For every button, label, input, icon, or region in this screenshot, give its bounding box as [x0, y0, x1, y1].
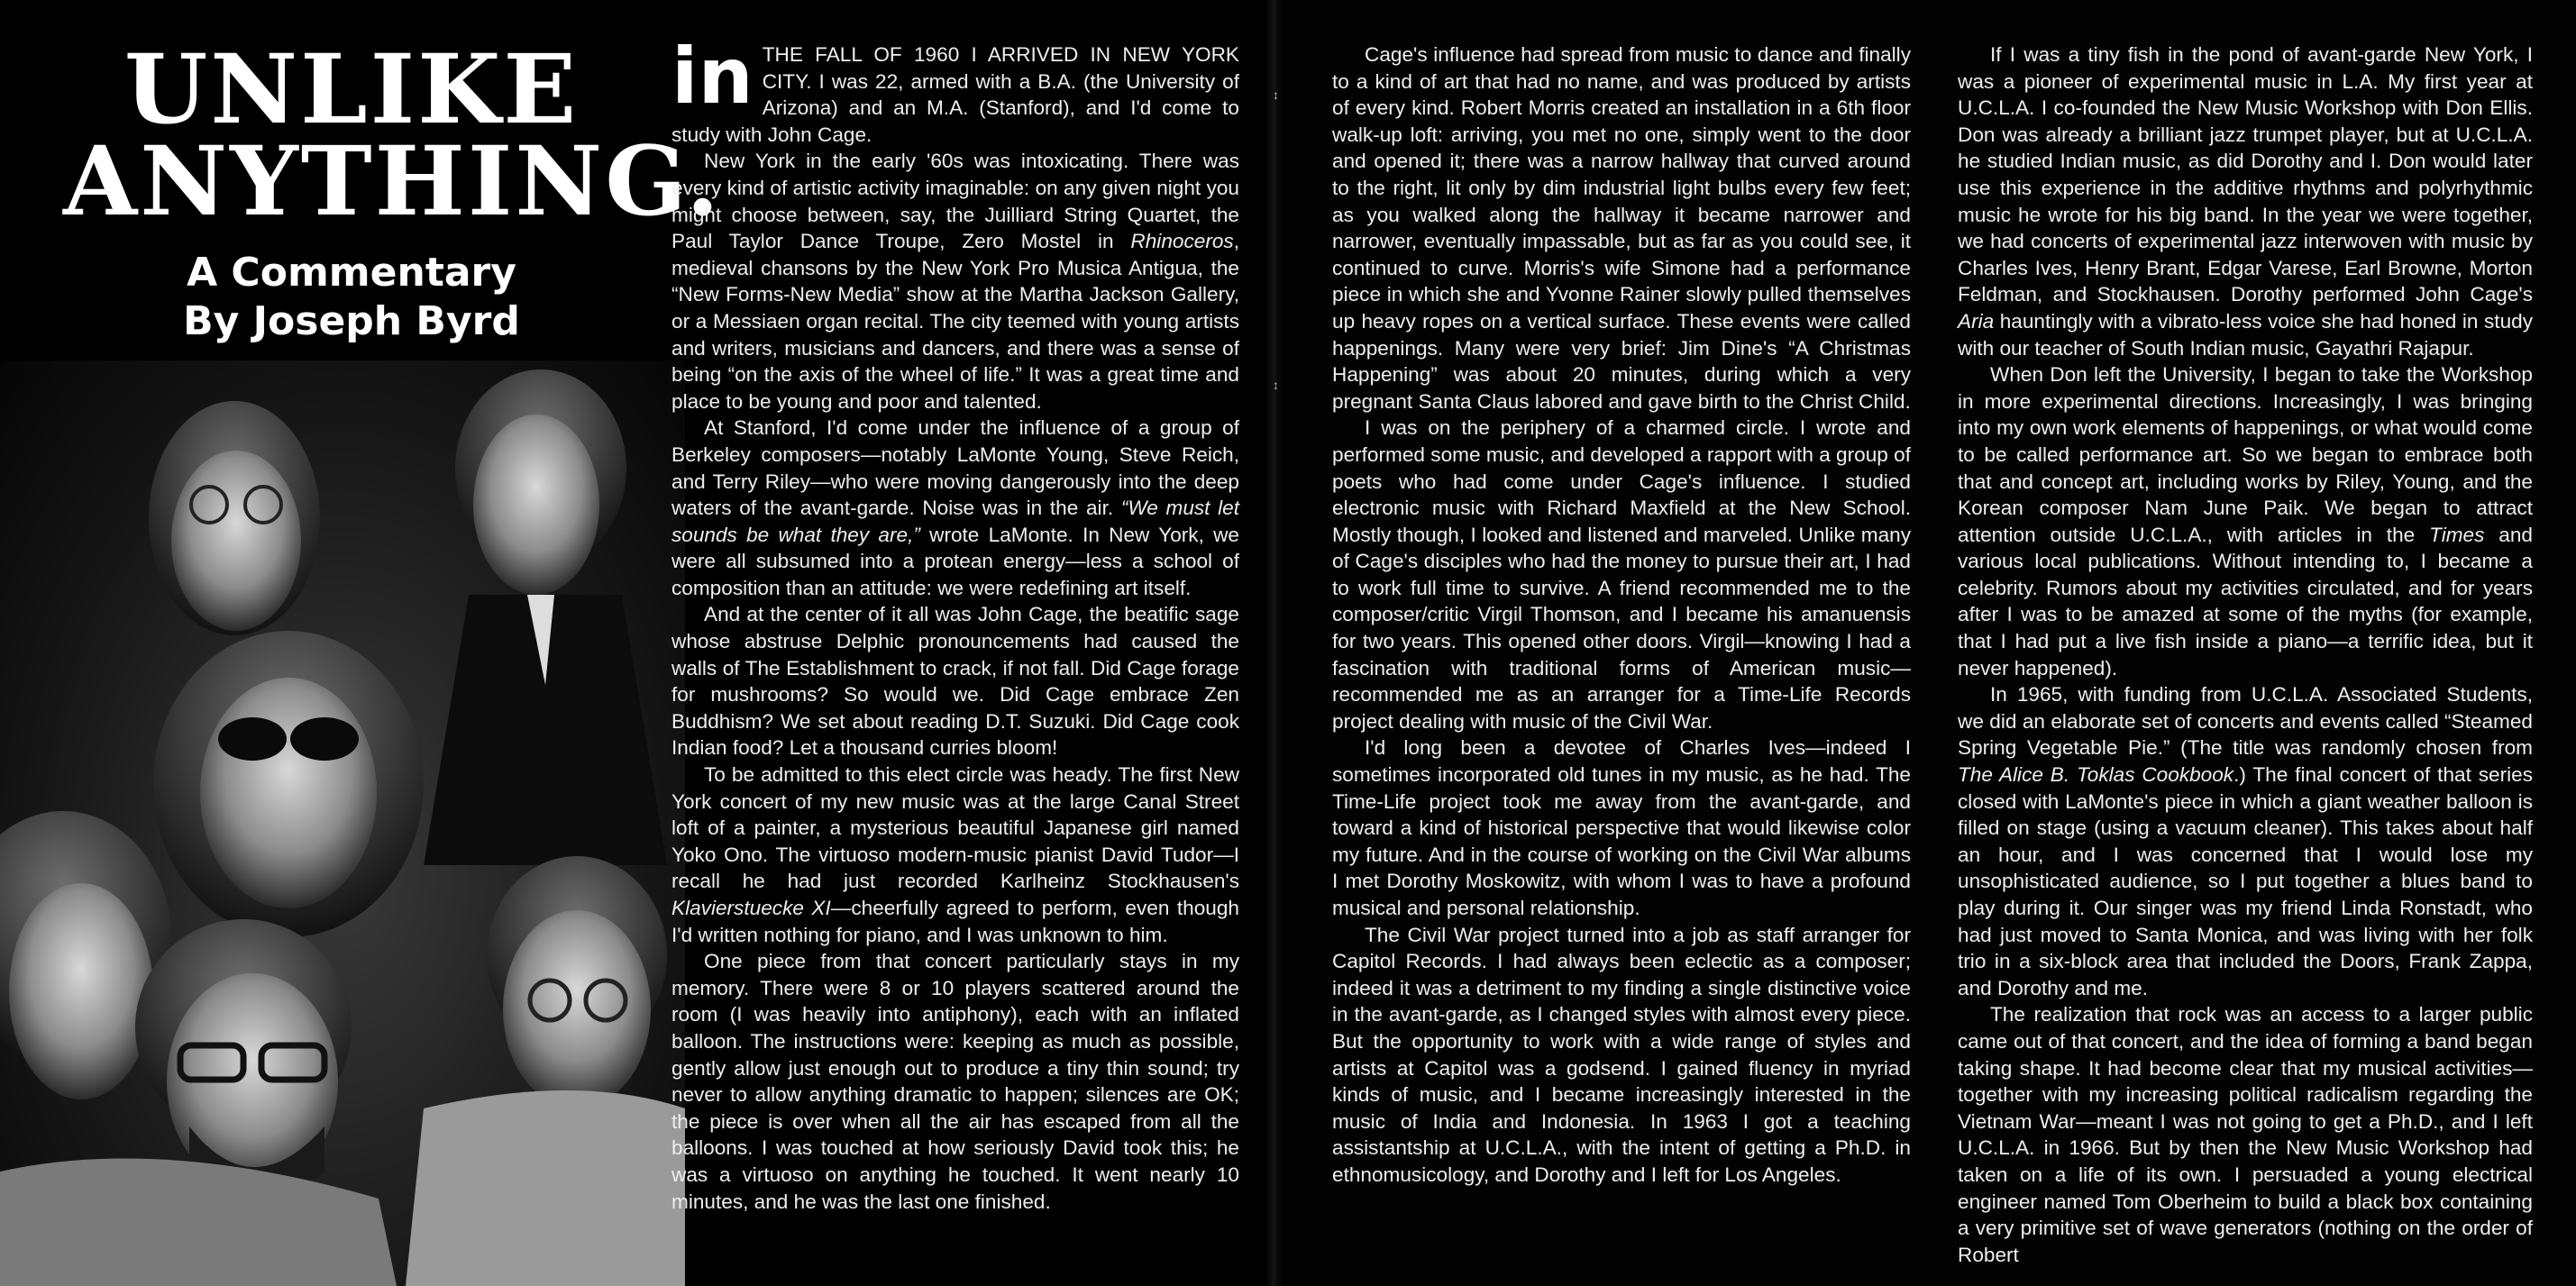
text-column-2	[1332, 41, 1911, 1189]
paragraph: One piece from that concert particularly stays in my memory. There were 8 or 10 players scattered around the room (I was heavily into antiphony), each with an inflated balloon. The instructions were: keeping as much as possible, gently allow just enough out to produce a tiny thin sound; try never to allow anything dramatic to happen; silences are OK; the piece is over when all the air has escaped from all the balloons. I was touched at how seriously David took this; he was a virtuoso on anything he touched. It went nearly 10 minutes, and he was the last one finished.	[671, 950, 1239, 1213]
italic-text: Rhinoceros	[1130, 230, 1234, 253]
drop-cap: in	[671, 32, 754, 122]
headline-line-1: UNLIKE	[123, 32, 580, 145]
italic-text: “We must let sounds be what they are,”	[671, 497, 1239, 546]
paragraph: The realization that rock was an access to a larger public came out of that concert, and the idea of forming a band began taking shape. It had become clear that my musical activities—together with my increasing political radicalism regarding the Vietnam War—meant I was not going to get a Ph.D., and I left U.C.L.A. in 1966. But by then the New Music Workshop had taken on a life of its own. I persuaded a young electrical engineer named Tom Oberheim to build a black box containing a very primitive set of wave generators (nothing on the order of Robert	[1958, 1003, 2533, 1266]
paragraph	[671, 762, 1239, 948]
paragraph-text: —cheerfully agreed to perform, even though I'd written nothing for piano, and I was unknown to him.	[671, 897, 1239, 946]
paragraph: The Civil War project turned into a job as staff arranger for Capitol Records. I had always been eclectic as a composer; indeed it was a detriment to my finding a single distinctive voice in the avant-garde, as I changed styles with almost every piece. But the opportunity to work with a wide range of styles and artists at Capitol was a godsend. I gained fluency in myriad kinds of music, and I became increasingly interested in the music of India and Indonesia. In 1963 I got a teaching assistantship at U.C.L.A., with the intent of getting a Ph.D. in ethnomusicology, and Dorothy and I left for Los Angeles.	[1332, 923, 1911, 1186]
paragraph-text: To be admitted to this elect circle was heady. The first New York concert of my new music was at the large Canal Street loft of a painter, a mysterious beautiful Japanese girl named Yoko Ono. The virtuoso modern-music pianist David Tudor—I recall he had just recorded Karlheinz Stockhausen's	[671, 763, 1239, 893]
italic-text: Times	[2429, 523, 2485, 546]
paragraph: Cage's influence had spread from music to dance and finally to a kind of art that had no name, and was produced by artists of every kind. Robert Morris created an installation in a 6th floor walk-up loft: arriving, you met no one, simply went to the door and opened it; there was a narrow hallway that curved around to the right, lit only by dim industrial light bulbs every few feet; as you walked along the hallway it became narrower and narrower, eventually impassable, but as far as you could see, it continued to curve. Morris's wife Simone had a performance piece in which she and Yvonne Rainer slowly pulled themselves up heavy ropes on a vertical surface. These events were called happenings. Many were very brief: Jim Dine's “A Christmas Happening” was about 20 minutes, during which a very pregnant Santa Claus labored and gave birth to the Christ Child.	[1332, 43, 1911, 413]
paragraph	[671, 148, 1239, 415]
page-gutter	[1265, 0, 1285, 1286]
paragraph-text: .) The final concert of that series closed with LaMonte's piece in which a giant weather balloon is filled on stage (using a vacuum cleaner). This takes about half an hour, and I was concerned that I would lose my unsophisticated audience, so I put together a blues band to play during it. Our singer was my friend Linda Ronstadt, who had just moved to Santa Monica, and was living with her folk trio in a six-block area that included the Doors, Frank Zappa, and Dorothy and me.	[1958, 763, 2533, 999]
paragraph-text: hauntingly with a vibrato-less voice she had honed in study with our teacher of South Indian music, Gayathri Rajapur.	[1958, 309, 2533, 360]
paragraph	[1958, 681, 2533, 1001]
group-portrait-photo-icon	[0, 360, 685, 1286]
paragraph-text: , medieval chansons by the New York Pro Musica Antigua, the “New Forms-New Media” show at the Martha Jackson Gallery, or a Messiaen organ recital. The city teemed with young artists and writers, musicians and dancers, and there was a sense of being “on the axis of the wheel of life.” It was a great time and place to be young and poor and talented.	[671, 230, 1239, 413]
italic-text: Klavierstuecke XI	[671, 897, 831, 919]
paragraph: And at the center of it all was John Cage, the beatific sage whose abstruse Delphic pronouncements had caused the walls of The Establishment to crack, if not fall. Did Cage forage for mushrooms? So would we. Did Cage embrace Zen Buddhism? We set about reading D.T. Suzuki. Did Cage cook Indian food? Let a thousand curries bloom!	[671, 603, 1239, 760]
paragraph	[671, 32, 1239, 148]
title-block	[63, 32, 722, 346]
paragraph: I'd long been a devotee of Charles Ives—indeed I sometimes incorporated old tunes in my music, as he had. The Time-Life project took me away from the avant-garde, and toward a kind of historical perspective that would likewise color my future. And in the course of working on the Civil War albums I met Dorothy Moskowitz, with whom I was to have a profound musical and personal relationship.	[1332, 736, 1911, 919]
paragraph-text: New York in the early '60s was intoxicating. There was every kind of artistic activity imaginable: on any given night you might choose between, say, the Juilliard String Quartet, the Paul Taylor Dance Troupe, Zero Mostel in	[671, 150, 1239, 253]
paragraph-text: When Don left the University, I began to take the Workshop in more experimental directions. Increasingly, I was bringing into my own work elements of happenings, or what would come to be called performance art. So we began to embrace both that and concept art, including works by Riley, Young, and the Korean composer Nam June Paik. We began to attract attention outside U.C.L.A., with articles in the	[1958, 363, 2533, 546]
paragraph: I was on the periphery of a charmed circle. I wrote and performed some music, and developed a rapport with a group of poets who had come under Cage's influence. I studied electronic music with Richard Maxfield at the New School. Mostly though, I looked and listened and marveled. Unlike many of Cage's disciples who had the money to pursue their art, I had to work full time to survive. A friend recommended me to the composer/critic Virgil Thomson, and I became his amanuensis for two years. This opened other doors. Virgil—knowing I had a fascination with traditional forms of American music—recommended me as an arranger for a Time-Life Records project dealing with music of the Civil War.	[1332, 416, 1911, 733]
paragraph-text: If I was a tiny fish in the pond of avant-garde New York, I was a pioneer of experimental music in L.A. My first year at U.C.L.A. I co-founded the New Music Workshop with Don Ellis. Don was already a brilliant jazz trumpet player, but at U.C.L.A. he studied Indian music, as did Dorothy and I. Don would later use this experience in the additive rhythms and polyrhythmic music he wrote for his big band. In the year we were together, we had concerts of experimental jazz interwoven with music by Charles Ives, Henry Brant, Edgar Varese, Earl Browne, Morton Feldman, and Stockhausen. Dorothy performed John Cage's	[1958, 43, 2533, 306]
paragraph-text: In 1965, with funding from U.C.L.A. Associated Students, we did an elaborate set of concerts and events called “Steamed Spring Vegetable Pie.” (The title was randomly chosen from	[1958, 683, 2533, 760]
lead-in: THE FALL OF 1960 I ARRIVED IN NEW YORK CITY.	[762, 43, 1239, 93]
paragraph	[1958, 41, 2533, 361]
paragraph-text: and various local publications. Without intending to, I became a celebrity. Rumors about my activities circulated, and for years after I was to be amazed at some of the myths (for example, that I had put a live fish inside a piano—a terrific idea, but it never happened).	[1958, 523, 2533, 679]
staple-mark-icon: ↕	[1273, 87, 1279, 102]
staple-mark-icon: ↕	[1273, 378, 1279, 392]
paragraph-text: I was 22, armed with a B.A. (the University of Arizona) and an M.A. (Stanford), and I'd come to study with John Cage.	[671, 69, 1239, 146]
italic-text: Aria	[1958, 309, 1995, 333]
paragraph-text: wrote LaMonte. In New York, we were all subsumed into a protean energy—less a school of composition than an attitude: we were redefining art itself.	[671, 523, 1239, 599]
headline-line-2: ANYTHING.	[63, 124, 722, 237]
paragraph	[671, 415, 1239, 601]
group-portrait-photo	[0, 360, 685, 1286]
subtitle-line-1: A Commentary	[187, 250, 516, 296]
paragraph	[1958, 361, 2533, 681]
paragraph-text: At Stanford, I'd come under the influence of a group of Berkeley composers—notably LaMonte Young, Steve Reich, and Terry Riley—who were moving dangerously into the deep waters of the avant-garde. Noise was in the air.	[671, 416, 1239, 520]
subtitle-line-2: By Joseph Byrd	[183, 298, 520, 344]
italic-text: The Alice B. Toklas Cookbook	[1958, 763, 2234, 787]
text-column-3	[1958, 41, 2533, 1268]
text-column-1	[671, 32, 1239, 1215]
